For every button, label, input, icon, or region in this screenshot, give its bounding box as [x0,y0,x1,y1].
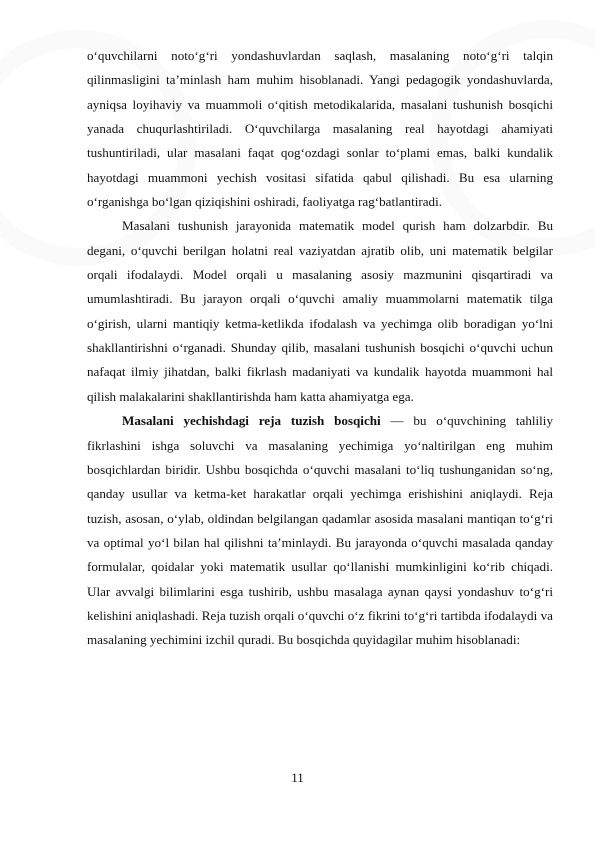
paragraph-continued: o‘quvchilarni noto‘g‘ri yondashuvlardan saqlash, masalaning noto‘g‘ri talqin qilinmasligini ta’minlash ham muhim hisoblanadi. Yangi pedagogik yondashuvlarda, ayniqsa loyihaviy va muammoli o‘qitish metodikalarida, masalani tushunish bosqichi yanada chuqurlashtiriladi. O‘quvchilarga masalaning real hayotdagi ahamiyati tushuntiriladi, ular masalani faqat qog‘ozdagi sonlar to‘plami emas, balki kundalik hayotdagi muammoni yechish vositasi sifatida qabul qilishadi. Bu esa ularning o‘rganishga bo‘lgan qiziqishini oshiradi, faoliyatga rag‘batlantiradi. [87,48,553,210]
document-body [87,44,553,653]
planning-stage-heading: Masalani yechishdagi reja tuzish bosqichi [122,413,381,429]
planning-stage-text: — bu o‘quvchining tahliliy fikrlashini ishga soluvchi va masalaning yechimiga yo‘naltirilgan eng muhim bosqichlardan biridir. Ushbu bosqichda o‘quvchi masalani to‘liq tushunganidan so‘ng, qanday usullar va ketma-ket harakatlar orqali yechimga erishishini aniqlaydi. Reja tuzish, asosan, o‘ylab, oldindan belgilangan qadamlar asosida masalani mantiqan to‘g‘ri va optimal yo‘l bilan hal qilishni ta’minlaydi. Bu jarayonda o‘quvchi masalada qanday formulalar, qoidalar yoki matematik usullar qo‘llanishi mumkinligini ko‘rib chiqadi. Ular avvalgi bilimlarini esga tushirib, ushbu masalaga aynan qaysi yondashuv to‘g‘ri kelishini aniqlashadi. Reja tuzish orqali o‘quvchi o‘z fikrini to‘g‘ri tartibda ifodalaydi va masalaning yechimini izchil quradi. Bu bosqichda quyidagilar muhim hisoblanadi: [87,413,553,648]
paragraph-mathematical-model: Masalani tushunish jarayonida matematik model qurish ham dolzarbdir. Bu degani, o‘quvchi berilgan holatni real vaziyatdan ajratib olib, uni matematik belgilar orqali ifodalaydi. Model orqali u masalaning asosiy mazmunini qisqartiradi va umumlashtiradi. Bu jarayon orqali o‘quvchi amaliy muammolarni matematik tilga o‘girish, ularni mantiqiy ketma-ketlikda ifodalash va yechimga olib boradigan yo‘lni shakllantirishni o‘rganadi. Shunday qilib, masalani tushunish bosqichi o‘quvchi uchun nafaqat ilmiy jihatdan, balki fikrlash madaniyati va kundalik hayotda muammoni hal qilish malakalarini shakllantirishda ham katta ahamiyatga ega. [87,218,553,404]
paragraph-planning-stage [87,409,553,652]
page-number: 11 [291,770,304,785]
